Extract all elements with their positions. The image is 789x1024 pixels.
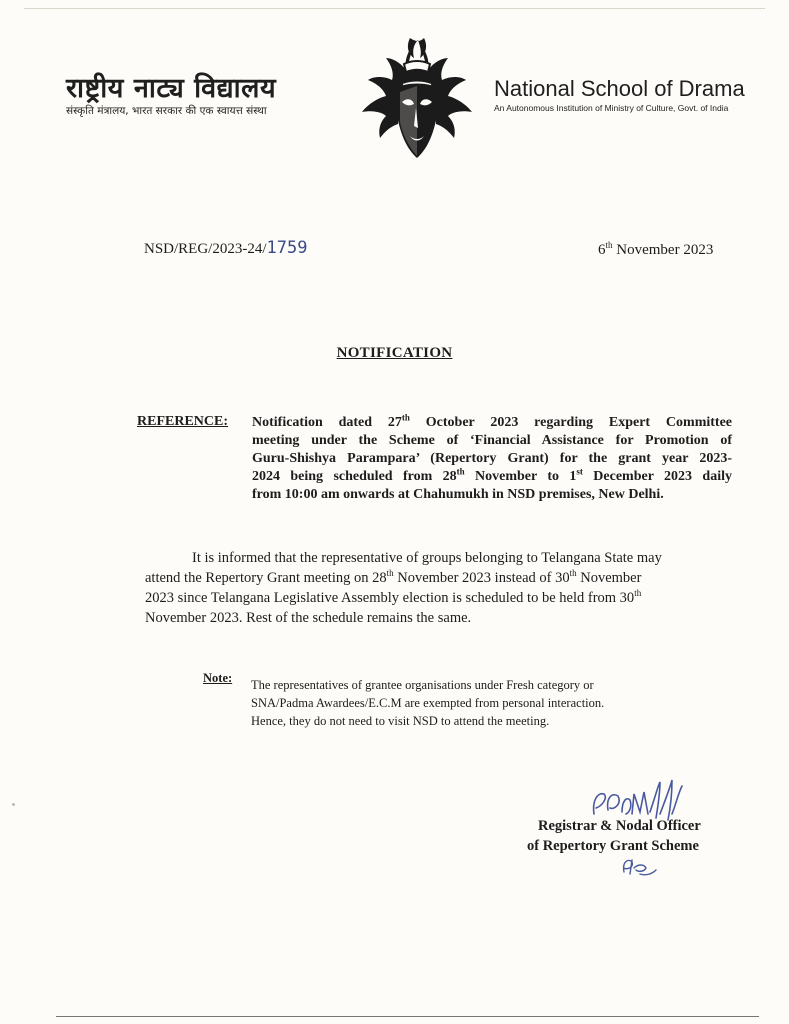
nsd-mask-logo-icon xyxy=(356,36,478,162)
body-line: 2023 since Telangana Legislative Assembly election is scheduled to be held from 30th xyxy=(145,588,642,606)
body-line: It is informed that the representative of groups belonging to Telangana State may xyxy=(192,550,662,566)
reference-prefix: NSD/REG/2023-24/ xyxy=(144,241,267,257)
date-suffix: th xyxy=(605,240,613,250)
reference-number xyxy=(144,238,307,258)
reference-line: from 10:00 am onwards at Chahumukh in NSD premises, New Delhi. xyxy=(252,487,664,502)
note-line: Hence, they do not need to visit NSD to attend the meeting. xyxy=(251,714,550,728)
note-line: The representatives of grantee organisations under Fresh category or xyxy=(251,678,594,692)
signatory-scheme: of Repertory Grant Scheme xyxy=(527,838,699,854)
reference-line: Guru-Shishya Parampara’ (Repertory Grant) for the grant year 2023- xyxy=(252,451,732,466)
scan-speck xyxy=(12,803,15,806)
handwritten-initials xyxy=(618,854,660,878)
date-month-year: November 2023 xyxy=(612,242,714,258)
page-title: NOTIFICATION xyxy=(336,345,453,361)
english-institution-subtitle: An Autonomous Institution of Ministry of Culture, Govt. of India xyxy=(494,103,729,113)
body-paragraph xyxy=(145,548,732,628)
reference-line: Notification dated 27th October 2023 regarding Expert Committee xyxy=(252,412,732,430)
english-institution-name: National School of Drama xyxy=(494,76,745,101)
body-line: November 2023. Rest of the schedule remains the same. xyxy=(145,610,472,626)
note-line: SNA/Padma Awardees/E.C.M are exempted from personal interaction. xyxy=(251,696,605,710)
note-label: Note: xyxy=(203,671,233,685)
signatory-title: Registrar & Nodal Officer xyxy=(538,818,701,834)
hindi-institution-subtitle: संस्कृति मंत्रालय, भारत सरकार की एक स्वायत्त संस्था xyxy=(66,105,267,117)
handwritten-number: 1759 xyxy=(266,238,308,258)
body-line: attend the Repertory Grant meeting on 28th November 2023 instead of 30th November xyxy=(145,568,642,586)
bottom-border xyxy=(56,1016,759,1017)
reference-text xyxy=(252,414,732,504)
reference-label: REFERENCE: xyxy=(137,414,229,429)
hindi-institution-name: राष्ट्रीय नाट्य विद्यालय xyxy=(66,73,277,104)
date-day: 6 xyxy=(598,242,606,258)
top-border xyxy=(24,8,765,9)
reference-line: meeting under the Scheme of ‘Financial Assistance for Promotion of xyxy=(252,433,732,448)
notice-date xyxy=(598,242,713,259)
reference-line: 2024 being scheduled from 28th November to 1st December 2023 daily xyxy=(252,466,732,484)
note-text xyxy=(251,676,661,730)
